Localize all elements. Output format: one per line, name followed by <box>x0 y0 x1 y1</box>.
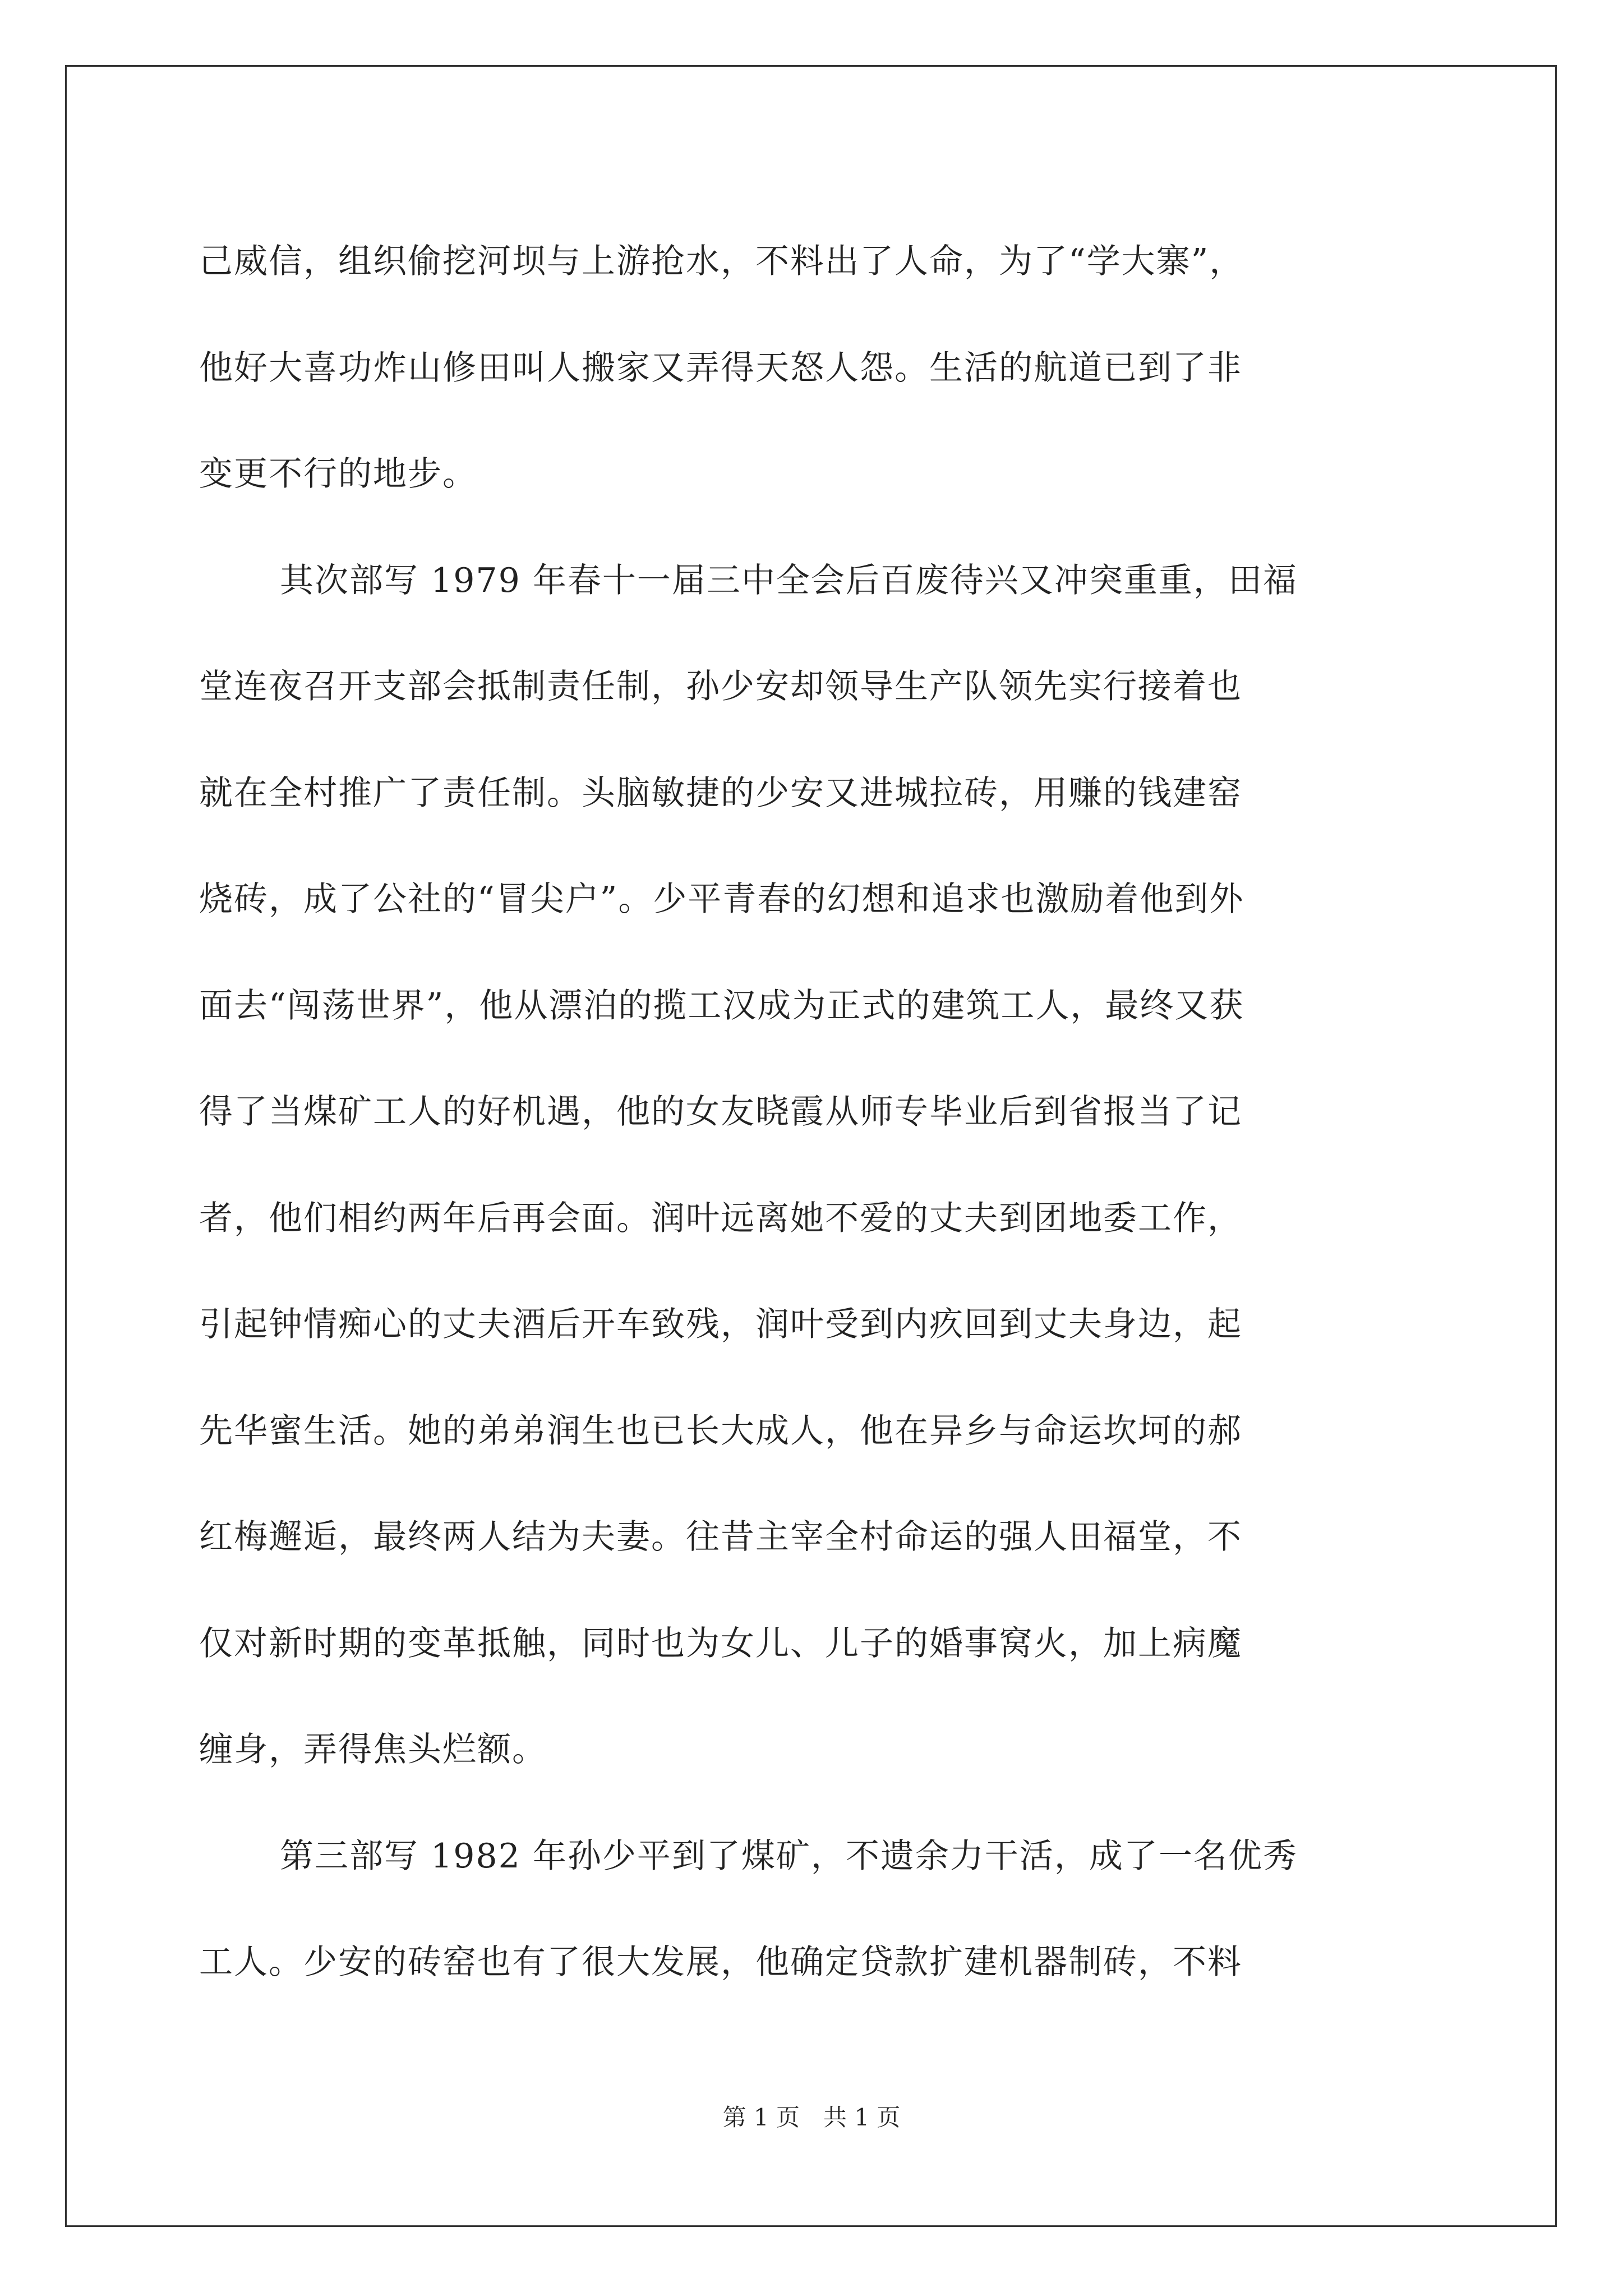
text-line: 其次部写 1979 年春十一届三中全会后百废待兴又冲突重重，田福 <box>280 560 1298 600</box>
text-line: 变更不行的地步。 <box>199 454 477 494</box>
text-line: 己威信，组织偷挖河坝与上游抢水，不料出了人命，为了“学大寨”， <box>199 242 1244 281</box>
paragraph-3 <box>199 1803 1427 2016</box>
text-line: 第三部写 1982 年孙少平到了煤矿，不遗余力干活，成了一名优秀 <box>280 1836 1298 1876</box>
text-line: 引起钟情痴心的丈夫酒后开车致残，润叶受到内疚回到丈夫身边，起 <box>199 1305 1242 1344</box>
text-line: 缠身，弄得焦头烂额。 <box>199 1730 547 1769</box>
paragraph-1 <box>199 209 1427 528</box>
text-line: 面去“闯荡世界”，他从漂泊的揽工汉成为正式的建筑工人，最终又获 <box>199 986 1244 1025</box>
text-line: 得了当煤矿工人的好机遇，他的女友晓霞从师专毕业后到省报当了记 <box>199 1092 1242 1131</box>
text-line: 堂连夜召开支部会抵制责任制，孙少安却领导生产队领先实行接着也 <box>199 667 1242 706</box>
text-line: 先华蜜生活。她的弟弟润生也已长大成人，他在异乡与命运坎坷的郝 <box>199 1411 1242 1451</box>
text-line: 就在全村推广了责任制。头脑敏捷的少安又进城拉砖，用赚的钱建窑 <box>199 773 1242 813</box>
text-line: 他好大喜功炸山修田叫人搬家又弄得天怒人怨。生活的航道已到了非 <box>199 348 1242 388</box>
text-line: 红梅邂逅，最终两人结为夫妻。往昔主宰全村命运的强人田福堂，不 <box>199 1517 1242 1557</box>
page-footer <box>0 2101 1623 2134</box>
text-line: 烧砖，成了公社的“冒尖户”。少平青春的幻想和追求也激励着他到外 <box>199 880 1244 919</box>
text-line: 仅对新时期的变革抵触，同时也为女儿、儿子的婚事窝火，加上病魔 <box>199 1623 1242 1663</box>
paragraph-2 <box>199 528 1427 1803</box>
page-number: 第 1 页 共 1 页 <box>722 2104 901 2131</box>
document-body <box>199 209 1427 2016</box>
text-line: 工人。少安的砖窑也有了很大发展，他确定贷款扩建机器制砖，不料 <box>199 1943 1242 1982</box>
text-line: 者，他们相约两年后再会面。润叶远离她不爱的丈夫到团地委工作， <box>199 1198 1242 1238</box>
